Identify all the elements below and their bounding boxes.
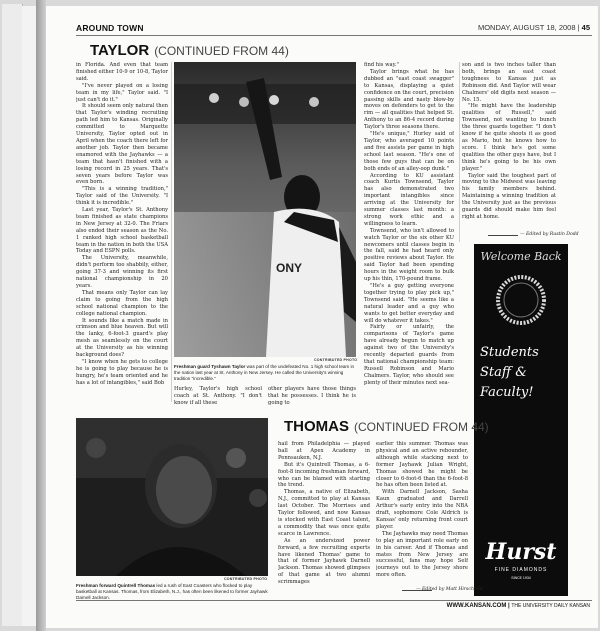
header-rule	[76, 35, 592, 36]
caption-lead: Freshman guard Tyshawn Taylor	[174, 364, 246, 369]
newspaper-page	[46, 6, 598, 628]
paragraph: Townsend, who isn't allowed to watch Taylor or the six other KU newcomers until classes begin in the fall, said he had heard only positive reviews about Taylor. He said Taylor had been spending hours in the weight room to bulk up his thin, 170-pound frame.	[364, 227, 454, 283]
paragraph: "He's a guy getting everyone together trying to play pick up," Townsend said. "He seems like a natural leader and a guy who wants to get better everyday and will do whatever it takes."	[364, 283, 454, 324]
taylor-column-5	[462, 62, 556, 242]
paragraph: "I know when he gets to college he is going to play because he is hungry, he's team oriented and he has a lot of intangibles," said Bob	[76, 358, 168, 386]
taylor-headline	[90, 42, 289, 59]
taylor-headline-text: TAYLOR	[90, 42, 150, 59]
paragraph: According to KU assistant coach Kurtis Townsend, Taylor has also demonstrated two important intangibles since arriving at the University for summer classes last month: a strong work ethic and a willingness to learn.	[364, 172, 454, 227]
paragraph: find his way."	[364, 62, 399, 68]
paragraph: hail from Philadelphia — played ball at Apex Academy in Pennsauken, N.J.	[278, 441, 370, 461]
thomas-photo	[76, 418, 268, 576]
ad-since: SINCE 1934	[511, 576, 531, 580]
section-title: AROUND TOWN	[76, 23, 144, 33]
taylor-column-4	[364, 62, 454, 402]
paragraph: That means only Taylor can lay claim to going from the high school national champion to the college national champion.	[76, 289, 168, 317]
paragraph: The University, meanwhile, didn't perform too shabbily, either, going 37-3 and winning its first national championship in 20 years.	[76, 255, 168, 289]
paragraph: "I've never played on a losing team in my life," Taylor said. "I just can't do it."	[76, 82, 168, 103]
paragraph: Hurley, Taylor's high school coach at St. Anthony. "I don't know if all these	[174, 386, 262, 406]
paragraph: other players have those things that he possesses. I think he is going to	[268, 386, 356, 406]
paragraph: The Jayhawks may need Thomas to play an important role early on in his career. And if Thomas and mates from New Jersey are successful, fans may hope Self journeys out to the Jersey shore more often.	[376, 530, 468, 579]
page-edge-left-2	[22, 6, 37, 626]
paragraph: As an undersized power forward, a few recruiting experts have likened Thomas' game to that of former Jayhawk Darnell Jackson. Thomas showed glimpses of that game at two alumni scrimmages	[278, 537, 370, 586]
taylor-continued: (CONTINUED FROM 44)	[154, 44, 289, 58]
page-meta: MONDAY, AUGUST 18, 2008 | 45	[477, 23, 590, 32]
paragraph: "He's unique," Hurley said of Taylor, who averaged 10 points and five assists per game in high school last season. "He's one of those few guys that can be on both ends of an alley-oop dunk."	[364, 131, 454, 172]
taylor-photo	[174, 62, 356, 357]
paragraph: Taylor brings what he has dubbed an "east coast swagger" to Kansas, displaying a quiet confidence on the court, precision passing skills and nasty blow-by moves on defenders to get to the rim — all qualities that helped St. Anthony to an 86-4 record during Taylor's three seasons there.	[364, 68, 454, 131]
paragraph: "He might have the leadership qualities of Russell," said Townsend, not wanting to bunch the three guards together. "I don't know if he quite shoots it as good as Mario, but he knows how to score. I think he's got some qualities the other guys have, but I think he's going to be his own player."	[462, 103, 556, 172]
footer-brand: THE UNIVERSITY DAILY KANSAN	[511, 603, 590, 609]
jersey-text: ONY	[276, 261, 303, 275]
ad-tagline: FINE DIAMONDS	[494, 567, 548, 573]
thomas-photo-caption	[76, 583, 272, 601]
ad-students: Students	[480, 345, 539, 360]
paragraph: in Florida. And even that team finished either 10-9 or 10-8, Taylor said.	[76, 62, 168, 82]
footer-url: WWW.KANSAN.COM	[446, 603, 507, 609]
page-edge-left	[2, 4, 23, 626]
paragraph: Fairly or unfairly, the comparisons of Taylor's game have already begun to match up against two of the University's recently departed guards from that national championship team: Russell Robinson and Mario Chalmers. Taylor, who should see plenty of their minutes next sea-	[364, 324, 454, 386]
page-number: 45	[581, 23, 590, 32]
thomas-headline	[284, 418, 489, 435]
taylor-photo-caption	[174, 364, 358, 382]
ad-staff: Staff &	[480, 365, 527, 380]
caption-lead: Freshman forward Quintrell Thomas	[76, 583, 156, 588]
caption-body: led a rush of East Coasters who flocked to play basketball at Kansas. Thomas, from Elizabeth, N.J., has often been likened to former Jayhawk Darnell Jackson.	[76, 583, 268, 600]
section-header	[76, 23, 144, 33]
taylor-byline: — Edited by Rustin Dodd	[520, 232, 579, 237]
thomas-photo-credit: CONTRIBUTED PHOTO	[224, 577, 268, 581]
paragraph: But it's Quintrell Thomas, a 6-foot-8 incoming freshman forward, who can be blamed with starting the trend.	[278, 461, 370, 489]
paragraph: With Darnell Jackson, Sasha Kaun graduated and Darrell Arthur's early entry into the NBA draft, sophomore Cole Aldrich is Kansas' only returning front court player.	[376, 489, 468, 530]
paragraph: It should seem only natural then that Taylor's winding recruiting path led him to Kansas. Originally committed to Marquette University, Taylor opted out in April when the coach there left for another job. Taylor then became enamored with the Jayhawks — a team that hasn't finished with a losing record in 25 years. That's seven years before Taylor was even born.	[76, 103, 168, 186]
thomas-column-2	[376, 441, 468, 586]
taylor-column-1	[76, 62, 168, 402]
column-rule	[459, 62, 460, 242]
thomas-column-1	[278, 441, 370, 586]
taylor-column-3	[268, 386, 356, 408]
byline-rule	[488, 235, 518, 236]
binding-spine	[36, 0, 46, 631]
paragraph: Last year, Taylor's St. Anthony team finished as state champions in New Jersey at 32-0. The Friars also ended their season as the No. 1 ranked high school basketball team in the nation in both the USA Today and ESPN polls.	[76, 207, 168, 255]
ad-faculty: Faculty!	[480, 385, 534, 400]
paragraph: Thomas, a native of Elizabeth, N.J., committed to play at Kansas last October. The Morrises and Taylor followed, and now Kansas is stocked with East Coast talent, a commodity that was once quite scarce in Lawrence.	[278, 489, 370, 537]
page-date: MONDAY, AUGUST 18, 2008	[477, 23, 576, 32]
ad-brand: Hurst	[485, 539, 557, 565]
thomas-headline-text: THOMAS	[284, 418, 349, 435]
thomas-byline: — Edited by Matt Hirschfeld	[416, 587, 483, 592]
caption-body: was part of the undefeated No. 1 high school team in the nation last year at St. Anthony in New Jersey. He called the University's winning tradition "incredible."	[174, 364, 355, 381]
paragraph: It sounds like a match made in crimson and blue heaven. But will the lanky, 6-foot-3 guard's play mesh as seamlessly on the court at the University as his winning background does?	[76, 317, 168, 359]
taylor-photo-credit: CONTRIBUTED PHOTO	[314, 358, 358, 362]
paragraph: Taylor said the toughest part of moving to the Midwest was leaving his family members behind. Maintaining a winning tradition at the University just as the previous guards did should make him feel right at home.	[462, 172, 556, 220]
footer-divider: |	[508, 603, 510, 609]
paragraph: son and is two inches taller than both, brings an east coast toughness to Kansas just as Robinson did. And Taylor will wear Chalmers' old digits next season — No. 15.	[462, 62, 556, 103]
footer-rule	[76, 600, 592, 601]
taylor-column-2	[174, 386, 262, 408]
ad-script-top: Welcome Back	[480, 250, 562, 263]
page-footer	[447, 603, 590, 609]
paragraph: earlier this summer. Thomas was physical and an active rebounder, although while stacking next to former Jayhawk Julian Wright, Thomas showed he might be closer to 6-foot-6 than the 6-foot-8 he has often been listed at.	[376, 441, 468, 489]
paragraph: "This is a winning tradition," Taylor said of the University. "I think it is incredible."	[76, 186, 168, 207]
column-rule	[171, 62, 172, 402]
thomas-continued: (CONTINUED FROM 44)	[354, 420, 489, 434]
